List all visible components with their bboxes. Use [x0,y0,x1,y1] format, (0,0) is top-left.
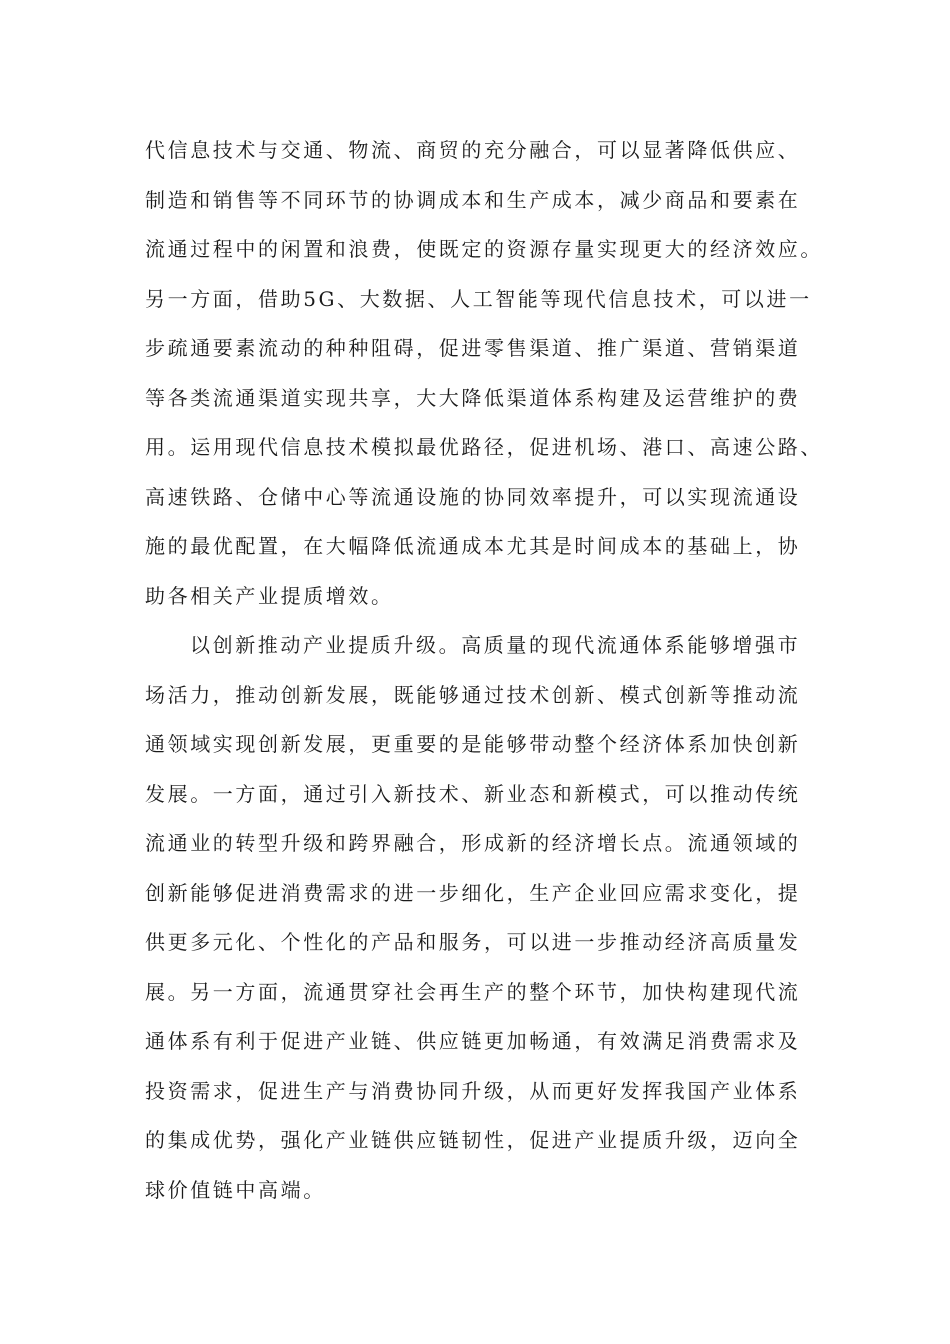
text-line: 以创新推动产业提质升级。高质量的现代流通体系能够增强市 [190,633,801,657]
text-line: 供更多元化、个性化的产品和服务，可以进一步推动经济高质量发 [145,930,801,954]
text-line: 代信息技术与交通、物流、商贸的充分融合，可以显著降低供应、 [145,138,801,162]
text-line: 发展。一方面，通过引入新技术、新业态和新模式，可以推动传统 [145,781,801,806]
text-line: 创新能够促进消费需求的进一步细化，生产企业回应需求变化，提 [145,880,801,905]
text-line: 投资需求，促进生产与消费协同升级，从而更好发挥我国产业体系 [145,1078,801,1103]
text-line: 流通过程中的闲置和浪费，使既定的资源存量实现更大的经济效应。 [145,237,823,261]
text-line: 通领域实现创新发展，更重要的是能够带动整个经济体系加快创新 [145,732,801,756]
text-line: 等各类流通渠道实现共享，大大降低渠道体系构建及运营维护的费 [145,385,801,410]
text-line: 通体系有利于促进产业链、供应链更加畅通，有效满足消费需求及 [145,1029,801,1053]
body-text [145,126,825,1215]
text-line: 助各相关产业提质增效。 [145,583,394,608]
text-line: 球价值链中高端。 [145,1177,326,1202]
paragraph-1 [145,126,825,621]
text-line: 高速铁路、仓储中心等流通设施的协同效率提升，可以实现流通设 [145,484,801,509]
text-line: 的集成优势，强化产业链供应链韧性，促进产业提质升级，迈向全 [145,1128,801,1152]
text-line: 用。运用现代信息技术模拟最优路径，促进机场、港口、高速公路、 [145,435,823,459]
text-line: 展。另一方面，流通贯穿社会再生产的整个环节，加快构建现代流 [145,979,801,1004]
text-line: 步疏通要素流动的种种阻碍，促进零售渠道、推广渠道、营销渠道 [145,336,801,360]
paragraph-2 [145,621,825,1215]
text-line: 流通业的转型升级和跨界融合，形成新的经济增长点。流通领域的 [145,831,801,855]
text-line: 制造和销售等不同环节的协调成本和生产成本，减少商品和要素在 [145,187,801,212]
text-line: 另一方面，借助5G、大数据、人工智能等现代信息技术，可以进一 [145,286,812,311]
text-line: 场活力，推动创新发展，既能够通过技术创新、模式创新等推动流 [145,682,801,707]
text-line: 施的最优配置，在大幅降低流通成本尤其是时间成本的基础上，协 [145,534,801,558]
